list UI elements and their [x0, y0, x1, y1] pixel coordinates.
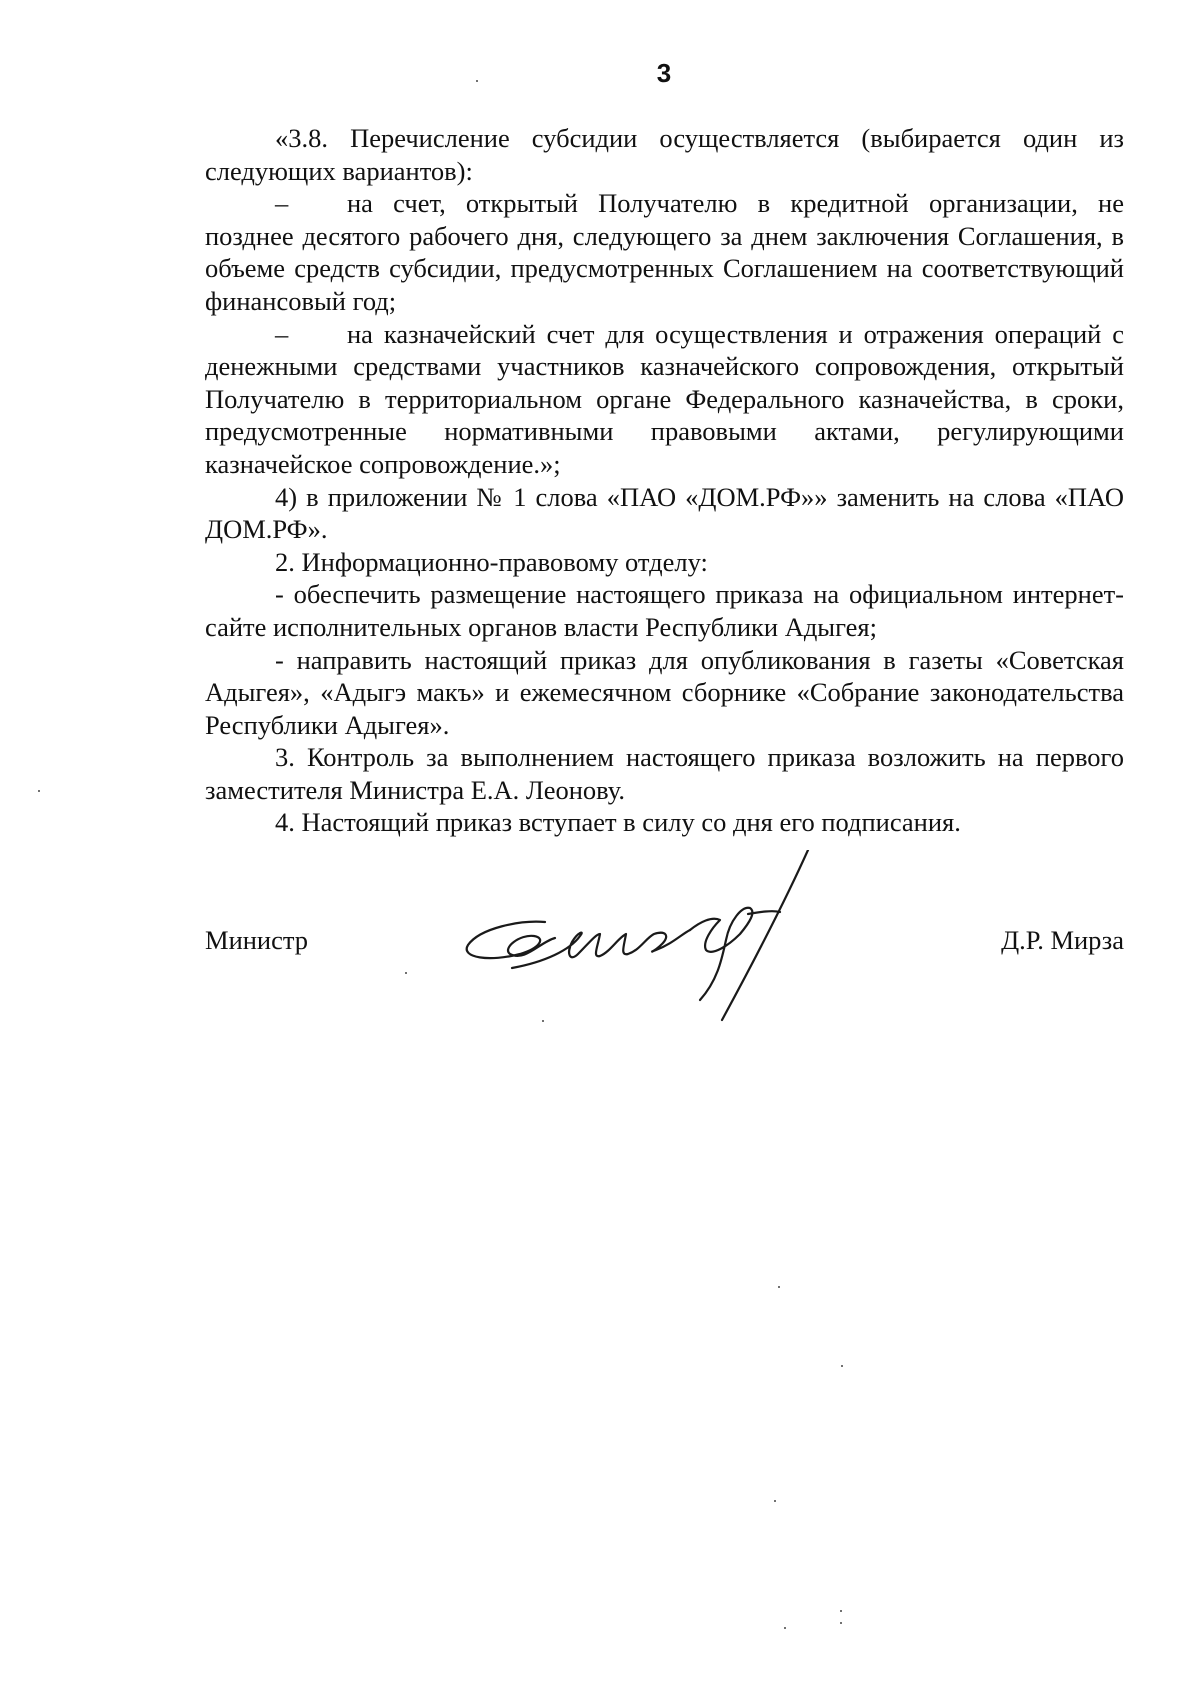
paragraph-section-3: 3. Контроль за выполнением настоящего приказа возложить на первого заместителя Министра Е.А. Леонову.	[205, 742, 1124, 805]
document-body	[205, 122, 1124, 839]
paragraph-section-2: 2. Информационно-правовому отделу:	[275, 546, 708, 577]
page-number: 3	[656, 58, 672, 88]
signature-block	[205, 925, 1124, 965]
scan-speck	[778, 1286, 780, 1288]
paragraph-option-1	[205, 187, 1124, 317]
signatory-name: Д.Р. Мирза	[1001, 925, 1124, 955]
scan-speck	[840, 1610, 842, 1612]
scan-speck	[38, 790, 40, 792]
scan-speck	[841, 1365, 843, 1367]
paragraph-publish-press: - направить настоящий приказ для опубликования в газеты «Советская Адыгея», «Адыгэ макъ» и ежемесячном сборнике «Собрание законодательства Республики Адыгея».	[205, 644, 1124, 740]
scan-speck	[405, 972, 407, 974]
scan-speck	[476, 80, 478, 82]
scan-speck	[784, 1627, 786, 1629]
paragraph-item-4: 4) в приложении № 1 слова «ПАО «ДОМ.РФ»» заменить на слова «ПАО ДОМ.РФ».	[205, 481, 1124, 545]
dash-marker: –	[275, 188, 289, 219]
paragraph-publish-site: - обеспечить размещение настоящего приказа на официальном интернет-сайте исполнительных органов власти Республики Адыгея;	[205, 579, 1124, 642]
paragraph-option-2-text: на казначейский счет для осуществления и отражения операций с денежными средствами участников казначейского сопровождения, открытый Получателю в территориальном органе Федерального казначейства, в сроки, предусмотренные нормативными правовыми актами, регулирующими казначейское сопровождение.»;	[205, 318, 1124, 479]
scan-speck	[840, 1622, 842, 1624]
scan-speck	[774, 1500, 776, 1502]
paragraph-option-2	[205, 318, 1124, 481]
paragraph-option-1-text: на счет, открытый Получателю в кредитной организации, не позднее десятого рабочего дня, следующего за днем заключения Соглашения, в объеме средств субсидии, предусмотренных Соглашением на соответствующий финансовый год;	[205, 188, 1124, 316]
dash-marker: –	[275, 318, 289, 349]
scan-speck	[542, 1020, 544, 1022]
paragraph-3-8: «3.8. Перечисление субсидии осуществляется (выбирается один из следующих вариантов):	[205, 123, 1124, 186]
paragraph-section-4: 4. Настоящий приказ вступает в силу со дня его подписания.	[275, 807, 961, 838]
signatory-position: Министр	[205, 925, 309, 955]
